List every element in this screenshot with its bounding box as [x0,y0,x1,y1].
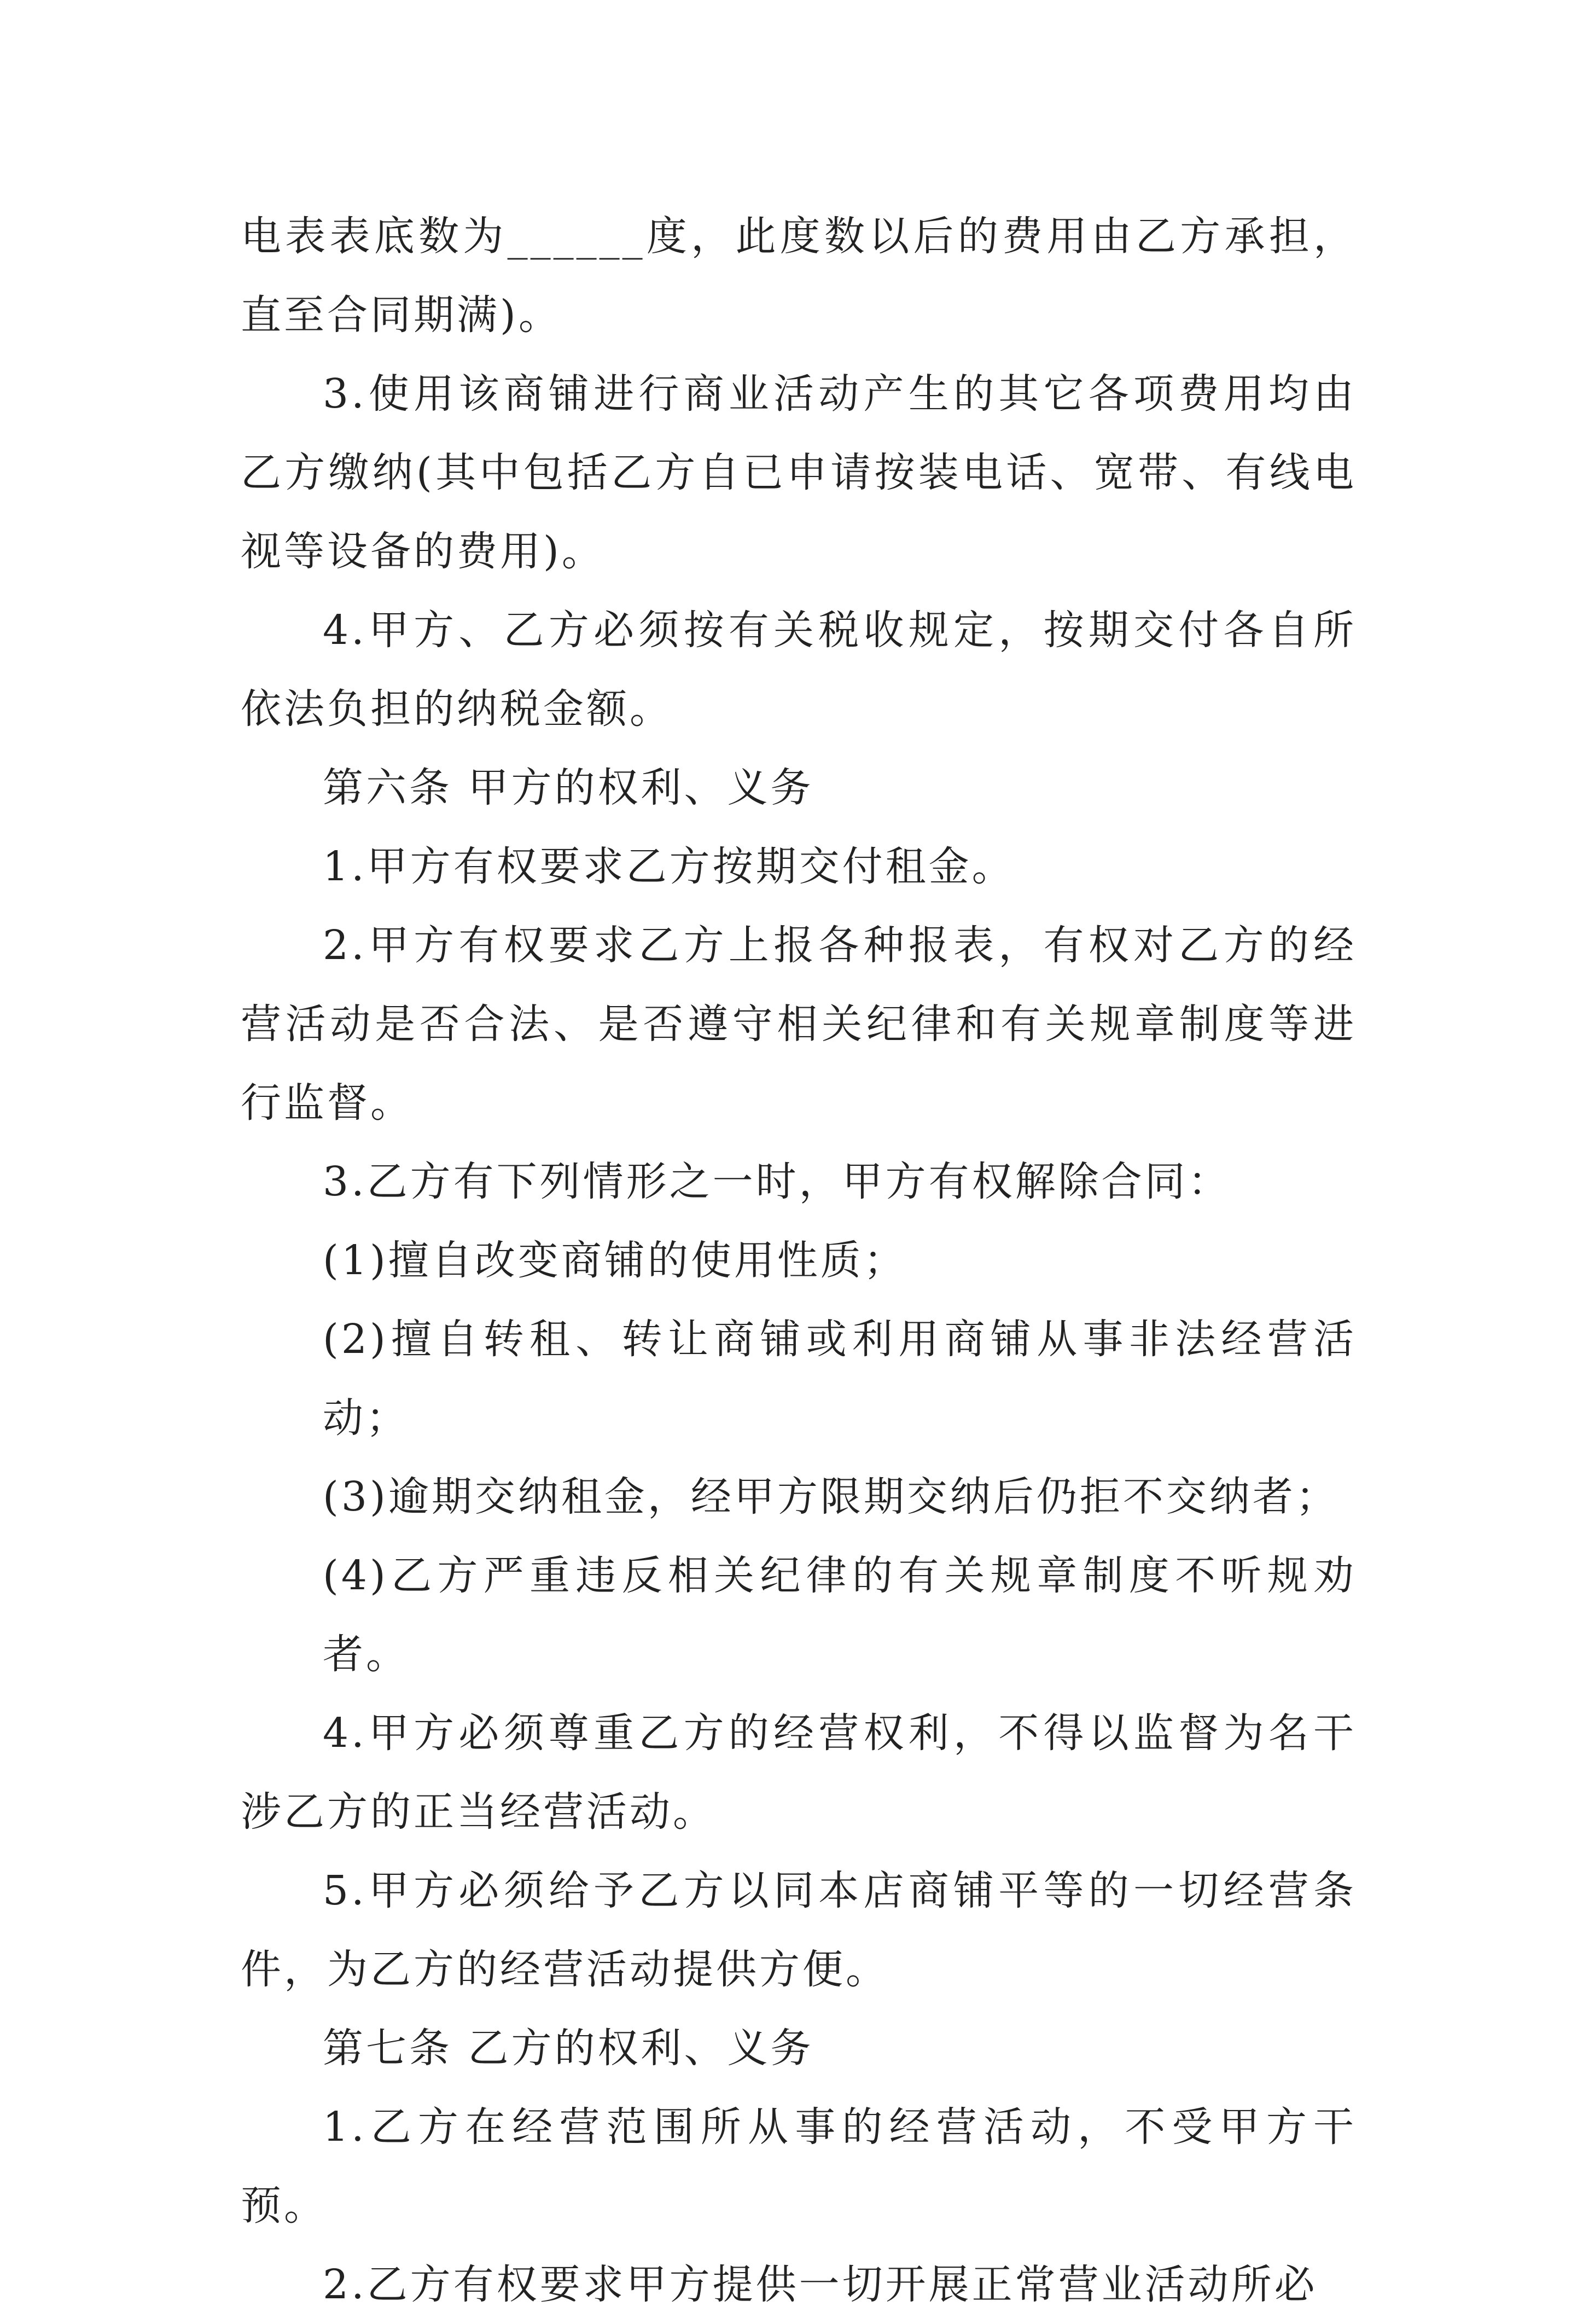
paragraph-article-6-clause-1: 1.甲方有权要求乙方按期交付租金。 [323,843,1015,890]
paragraph-article-6-clause-5: 5.甲方必须给予乙方以同本店商铺平等的一切经营条件，为乙方的经营活动提供方便。 [241,1867,1357,1993]
heading-article-6: 第六条 甲方的权利、义务 [323,764,814,811]
contract-body-text [241,197,1357,2324]
paragraph-article-5-clause-4: 4.甲方、乙方必须按有关税收规定，按期交付各自所依法负担的纳税金额。 [241,607,1357,733]
paragraph-article-6-clause-3: 3.乙方有下列情形之一时，甲方有权解除合同： [323,1158,1231,1205]
list-item-termination-4: (4)乙方严重违反相关纪律的有关规章制度不听规劝者。 [323,1552,1357,1678]
list-item-termination-1: (1)擅自改变商铺的使用性质； [323,1237,907,1284]
paragraph-article-7-clause-2: 2.乙方有权要求甲方提供一切开展正常营业活动所必 [323,2261,1318,2308]
paragraph-article-7-clause-1: 1.乙方在经营范围所从事的经营活动，不受甲方干预。 [241,2104,1357,2229]
list-item-termination-3: (3)逾期交纳租金，经甲方限期交纳后仍拒不交纳者； [323,1473,1339,1520]
paragraph-article-5-clause-3: 3.使用该商铺进行商业活动产生的其它各项费用均由乙方缴纳(其中包括乙方自已申请按装电话、宽带、有线电视等设备的费用)。 [241,370,1357,575]
heading-article-7: 第七条 乙方的权利、义务 [323,2025,814,2072]
list-item-termination-2: (2)擅自转租、转让商铺或利用商铺从事非法经营活动； [323,1316,1357,1442]
paragraph-electricity-fee-tail: 电表表底数为______度，此度数以后的费用由乙方承担，直至合同期满)。 [241,213,1357,339]
paragraph-article-6-clause-2: 2.甲方有权要求乙方上报各种报表，有权对乙方的经营活动是否合法、是否遵守相关纪律和有关规章制度等进行监督。 [241,922,1357,1126]
paragraph-article-6-clause-4: 4.甲方必须尊重乙方的经营权利，不得以监督为名干涉乙方的正当经营活动。 [241,1710,1357,1835]
